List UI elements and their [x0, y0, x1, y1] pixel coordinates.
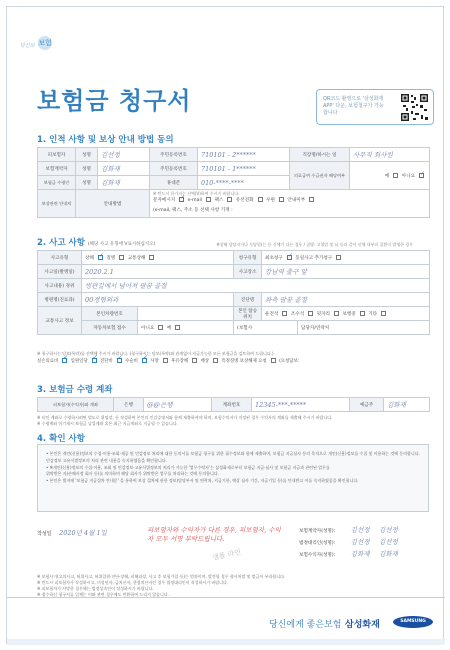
role-label: 보험계약자(성명):	[299, 529, 336, 534]
guide-extra: (e-mail, 팩스, 주소 등 선택 사항 기재 :	[153, 208, 233, 214]
section1-table	[37, 147, 430, 218]
accident-date-field[interactable]	[82, 265, 234, 279]
type-disease-checkbox[interactable]	[119, 255, 124, 260]
confirm-item: 위탁받은 자(손해사정 회사 등)를 의미하며 해당 회사가 위탁받은 업무를 처리하는 것에 동의합니다.	[46, 471, 219, 477]
item-surgery-label: 수술비	[125, 359, 138, 364]
type-disease-label: 질병	[106, 255, 116, 261]
opt-mail-checkbox[interactable]	[279, 197, 284, 202]
manager-label: 담당자/연락처	[301, 325, 330, 331]
type-injury-checkbox[interactable]	[98, 255, 103, 260]
opt-none-checkbox[interactable]	[309, 197, 314, 202]
item-medical-label: 실손의료비	[37, 359, 59, 364]
footer-slogan: 당신에게 좋은보험	[269, 620, 342, 630]
insurer-label: (보험사	[237, 325, 253, 331]
account-number: 12345-***-*****	[255, 400, 307, 409]
qr-promo	[316, 89, 434, 125]
seat-rear-label: 뒷자리	[316, 311, 330, 317]
account-note: ※ 수령계좌 미기재시 보험금 납입계좌 혹은 최근 지급계좌로 지급될 수 있습니다.	[37, 421, 178, 426]
car-number-label: 본인차량번호	[82, 307, 138, 321]
item-diagnosis-checkbox[interactable]	[117, 358, 122, 363]
accident-cause-label: 사고내용) 경위	[38, 279, 82, 293]
logo-mark: 보험	[38, 36, 52, 50]
item-disability-label: 후유장해	[171, 359, 189, 364]
account-notes	[37, 415, 429, 427]
guide-note: ※ 반드시 한가지는 선택(V)하여 주시기 바랍니다.	[153, 190, 240, 196]
hospital-value: 00정형외과	[85, 296, 119, 304]
accident-type-label: 사고유형	[38, 251, 82, 265]
confirm-item: • 본인은 별지에 '보험금 지급절차 안내문' 을 통하여 보상 절차에 관한 정보(담당부서 및 연락처, 지급기한, 예상 심사 기간, 지급기일 등)를 안내받고 이를 숙지하였음을 확인합니다.	[46, 478, 359, 484]
seat-driver-label: 운전석	[265, 311, 279, 317]
insured-label: 피보험자	[38, 148, 76, 162]
page-title: 보험금 청구서	[37, 87, 192, 115]
diagnosis-value: 좌측 팔꿈 골절	[265, 296, 307, 304]
footer-brand: 삼성화재	[345, 620, 380, 630]
contractor-label: 보험계약자	[38, 162, 76, 176]
claim-type-label: 청구유형	[234, 251, 262, 265]
claim-form-page	[6, 6, 444, 644]
accident-place: 강남역 출구 앞	[265, 268, 307, 276]
footnote: ※ 반드시 피보험자가 작성하시고, 미성년자, 금치산자, 한정치산자인 경우 법정대리인이 작성하시기 바랍니다.	[37, 580, 229, 585]
contractor-name-field[interactable]	[98, 162, 150, 176]
item-death-checkbox[interactable]	[163, 358, 168, 363]
footnote: ※ 보험사기(고의사고, 허위사고, 허위입원·진단·장해, 피해과장, 사고 후 보험가입 등)는 범죄이며, 발견될 경우 형사처벌 및 벌금이 부과됩니다.	[37, 574, 286, 579]
beneficiary-name-field[interactable]	[98, 176, 150, 190]
seat-passenger-checkbox[interactable]	[308, 311, 313, 316]
item-diagnosis-label: 진단비	[100, 359, 113, 364]
signature-warning: 피보험자와 수익자가 다른 경우, 피보험자, 수익자 모두 서명 부탁드립니다.	[147, 526, 281, 543]
insurance-yes-checkbox[interactable]	[175, 325, 180, 330]
logo-text: 당신의	[20, 43, 35, 49]
footnote: ※ 접수하신 청구서류 일체는 이와 관련 경우에도 반환하여 드리지 않습니다.	[37, 592, 169, 597]
medical-label: 의료급여 수급권자 해당여부	[290, 162, 350, 190]
item-request-label: (요청담보:	[279, 359, 300, 364]
item-death-label: 사망	[150, 359, 159, 364]
item-special-checkbox[interactable]	[271, 358, 276, 363]
signature-row[interactable]	[299, 537, 429, 549]
contractor-name: 김화재	[101, 165, 120, 173]
phone-value: 010-****-****	[201, 178, 244, 187]
guide-method-label: 안내방법	[76, 190, 150, 218]
auto-insurance-label: 자동차보험 접수	[82, 321, 138, 335]
insured-name-field[interactable]	[98, 148, 150, 162]
qr-code-icon[interactable]	[400, 93, 429, 122]
insured-rrn-field[interactable]	[198, 148, 290, 162]
insured-name: 김선정	[101, 151, 120, 159]
medical-no-label: 아니요	[401, 173, 415, 179]
section2-table	[37, 250, 430, 335]
depositor-field[interactable]	[384, 398, 430, 412]
confirm-item: • ※개인(신용)정보의 수집·이용, 조회 및 민감정보·고유식별정보의 처리가 가능한 '업무수탁자'는 삼성화재로부터 보험금 지급·심사 및 보험금 지급과 관련된 업무를	[46, 464, 330, 470]
opt-sms-checkbox[interactable]	[179, 197, 184, 202]
section2-note: ※상해 담당자가나 무당원(는 등 신체기 다른 경우 / 질병: 고혈압 및 뇌 등과 같이 신체 내부의 질환이 발생한 경우	[216, 242, 413, 247]
role-name: 김선정	[350, 538, 370, 546]
watermark: 샘플 라인	[211, 548, 242, 562]
seat-other-label: 기타	[368, 311, 378, 317]
beneficiary-name: 김화재	[101, 179, 120, 187]
bank-field[interactable]	[144, 398, 212, 412]
opt-sms-label: 문자메시지	[153, 197, 176, 203]
role-signature: 김화재	[378, 550, 398, 558]
section4-title: 4. 확인 사항	[37, 434, 85, 444]
claim-first-label: 최초청구	[265, 255, 283, 261]
item-hospital-label: 입원일당	[70, 359, 88, 364]
opt-phone-label: 유선전화	[235, 197, 254, 203]
medical-options[interactable]	[350, 162, 430, 190]
seat-passenger-label: 조수석	[290, 311, 305, 317]
footer-bar	[7, 639, 445, 645]
seat-label: 본인 탑승위치	[234, 307, 262, 321]
opt-phone-checkbox[interactable]	[258, 197, 263, 202]
bank-value: @@은행	[147, 401, 173, 409]
seat-rear-checkbox[interactable]	[334, 311, 339, 316]
write-date	[37, 528, 107, 537]
coverage-options[interactable]	[37, 358, 429, 365]
brand-logo	[20, 33, 50, 55]
name-label: 성명	[76, 176, 98, 190]
account-holder-label: 피보험자(수익자)와 계좌	[38, 398, 114, 412]
account-note: ※ 타인 계좌로 수령하시려면 별도로 위임장, 등 작성하여 본인의 인감증명서와 함께 제출하셔야 하며, 보험수익자가 지정된 경우 수익자의 계좌를 제출해 주시기 바랍니다.	[37, 415, 333, 420]
item-liability-label: 배상	[200, 359, 210, 364]
type-traffic-label: 교통상해	[127, 255, 146, 261]
depositor-label: 예금주	[350, 398, 384, 412]
accident-cause-field[interactable]	[82, 279, 430, 293]
account-number-label: 계좌번호	[212, 398, 252, 412]
section3-table	[37, 397, 430, 412]
opt-fax-checkbox[interactable]	[227, 197, 232, 202]
guide-extra-field[interactable]	[150, 204, 430, 218]
medical-yes-checkbox[interactable]	[393, 173, 398, 178]
name-label: 성명	[76, 148, 98, 162]
write-date-value[interactable]: 2020년 4월 1일	[59, 529, 107, 537]
depositor-value: 김화재	[387, 401, 406, 409]
insurance-no-checkbox[interactable]	[158, 325, 163, 330]
guide-label: 보상관련 안내처	[38, 190, 76, 218]
section2-title	[37, 236, 155, 248]
signature-row[interactable]	[299, 525, 429, 537]
claim-additional-checkbox[interactable]	[336, 255, 341, 260]
claim-additional-label: 동일사고 추가청구	[295, 255, 333, 261]
qr-promo-text: QR코드 촬영으로 '삼성화재APP' 다운, 보험청구가 가능합니다	[323, 96, 384, 116]
signature-row[interactable]	[299, 549, 429, 561]
name-label: 성명	[76, 162, 98, 176]
car-number-field[interactable]	[138, 307, 234, 321]
accident-place-field[interactable]	[262, 265, 430, 279]
item-medical-checkbox[interactable]	[62, 358, 67, 363]
insurance-no-label: 아니요	[141, 325, 155, 331]
item-liability-checkbox[interactable]	[213, 358, 218, 363]
job-label: 직장명/하시는 일	[290, 148, 350, 162]
role-signature: 김선정	[378, 526, 398, 534]
opt-fax-label: 팩스	[214, 197, 224, 203]
insurance-yes-label: 예	[166, 325, 172, 331]
signature-roles	[299, 525, 429, 561]
confirm-item: • 본인은 개인(신용)정보의 수집·이용·조회·제공 및 민감정보 처리에 대한 동의서를 보험금 청구를 위한 필수정보와 함께 제출하며, 보험금 지급심사 등의 목적으로 개인(신용)정보를 수집 및 이용하는 것에 동의합니다.	[46, 451, 420, 456]
manager-field[interactable]	[298, 321, 430, 335]
job-field[interactable]	[350, 148, 430, 162]
samsung-logo: SAMSUNG	[393, 616, 433, 628]
diagnosis-label: 진단명	[234, 293, 262, 307]
traffic-info-label: 교통사고 정보	[38, 307, 82, 335]
account-number-field[interactable]	[252, 398, 350, 412]
page-footer	[7, 597, 445, 645]
accident-date-label: 사고일(발병일)	[38, 265, 82, 279]
rrn-label: 주민등록번호	[150, 162, 198, 176]
confirm-item: 민감정보 고유식별정보의 처리 관련 내용을 숙지하였음을 확인합니다.	[46, 457, 167, 463]
type-traffic-checkbox[interactable]	[149, 255, 154, 260]
hospital-label: 병원명(진료과)	[38, 293, 82, 307]
type-injury-label: 상해	[85, 255, 94, 261]
seat-walking-label: 보행중	[342, 311, 356, 317]
opt-mail-label: 우편	[266, 197, 275, 203]
hospital-field[interactable]	[82, 293, 234, 307]
accident-type-options[interactable]	[82, 251, 234, 265]
signature-area	[37, 522, 429, 568]
item-hospital-checkbox[interactable]	[92, 358, 97, 363]
role-label: 법정대리인(성명):	[299, 541, 336, 546]
phone-field[interactable]	[198, 176, 290, 190]
section2-subtitle: (해당 사고 유형에 V표시하십시오)	[87, 242, 156, 247]
seat-other-checkbox[interactable]	[381, 311, 386, 316]
role-name: 김화재	[350, 550, 370, 558]
section3-title: 3. 보험금 수령 계좌	[37, 385, 113, 395]
item-special-label: 특정질병 보상해제 요청	[221, 359, 267, 364]
contractor-rrn-field[interactable]	[198, 162, 290, 176]
item-surgery-checkbox[interactable]	[142, 358, 147, 363]
confirm-box	[37, 444, 429, 512]
guide-options[interactable]	[150, 190, 430, 204]
role-signature: 김선정	[378, 538, 398, 546]
beneficiary-label: 보험금 수령인	[38, 176, 76, 190]
footnote: ※ 피보험자가 사망한 경우에는 법정상속인이 작성하시기 바랍니다.	[37, 586, 154, 591]
opt-email-checkbox[interactable]	[206, 197, 211, 202]
footnotes	[37, 574, 429, 598]
write-date-label: 작성일	[37, 531, 52, 537]
section2-title-text: 2. 사고 사항	[37, 238, 85, 248]
seat-options[interactable]	[262, 307, 430, 321]
rrn-label: 주민등록번호	[150, 148, 198, 162]
opt-none-label: 안내미부	[287, 197, 306, 203]
medical-yes-label: 예	[384, 173, 390, 179]
seat-walking-checkbox[interactable]	[360, 311, 365, 316]
coverage-note: ※ 청구하시는 담보(특약)를 선택해 주시기 바랍니다. (청구하시는 담보(특약)와 관계없이 지급가능한 모든 보험금을 검토하여 드립니다.)	[37, 351, 274, 356]
item-disability-checkbox[interactable]	[192, 358, 197, 363]
diagnosis-field[interactable]	[262, 293, 430, 307]
contractor-rrn: 710101 - 1******	[201, 164, 256, 173]
accident-place-label: 사고장소	[234, 265, 262, 279]
medical-no-checkbox[interactable]	[419, 173, 424, 178]
opt-email-label: e-mail	[187, 197, 202, 203]
auto-insurance-options[interactable]	[138, 321, 234, 335]
section1-title: 1. 인적 사항 및 보상 안내 방법 동의	[37, 135, 174, 145]
bank-label: 은행	[114, 398, 144, 412]
claim-first-checkbox[interactable]	[287, 255, 292, 260]
accident-date: 2020.2.1	[85, 267, 114, 276]
accident-cause: 빙판길에서 넘어져 팔꿈 골절	[85, 282, 167, 290]
claim-type-options[interactable]	[262, 251, 430, 265]
insured-rrn: 710101 - 2******	[201, 150, 256, 159]
role-name: 김선정	[350, 526, 370, 534]
seat-driver-checkbox[interactable]	[282, 311, 287, 316]
job-value: 사무직 회사원	[353, 151, 393, 159]
phone-label: 휴대폰	[150, 176, 198, 190]
insurer-field[interactable]	[234, 321, 298, 335]
role-label: 보험수익자(성명):	[299, 553, 336, 558]
